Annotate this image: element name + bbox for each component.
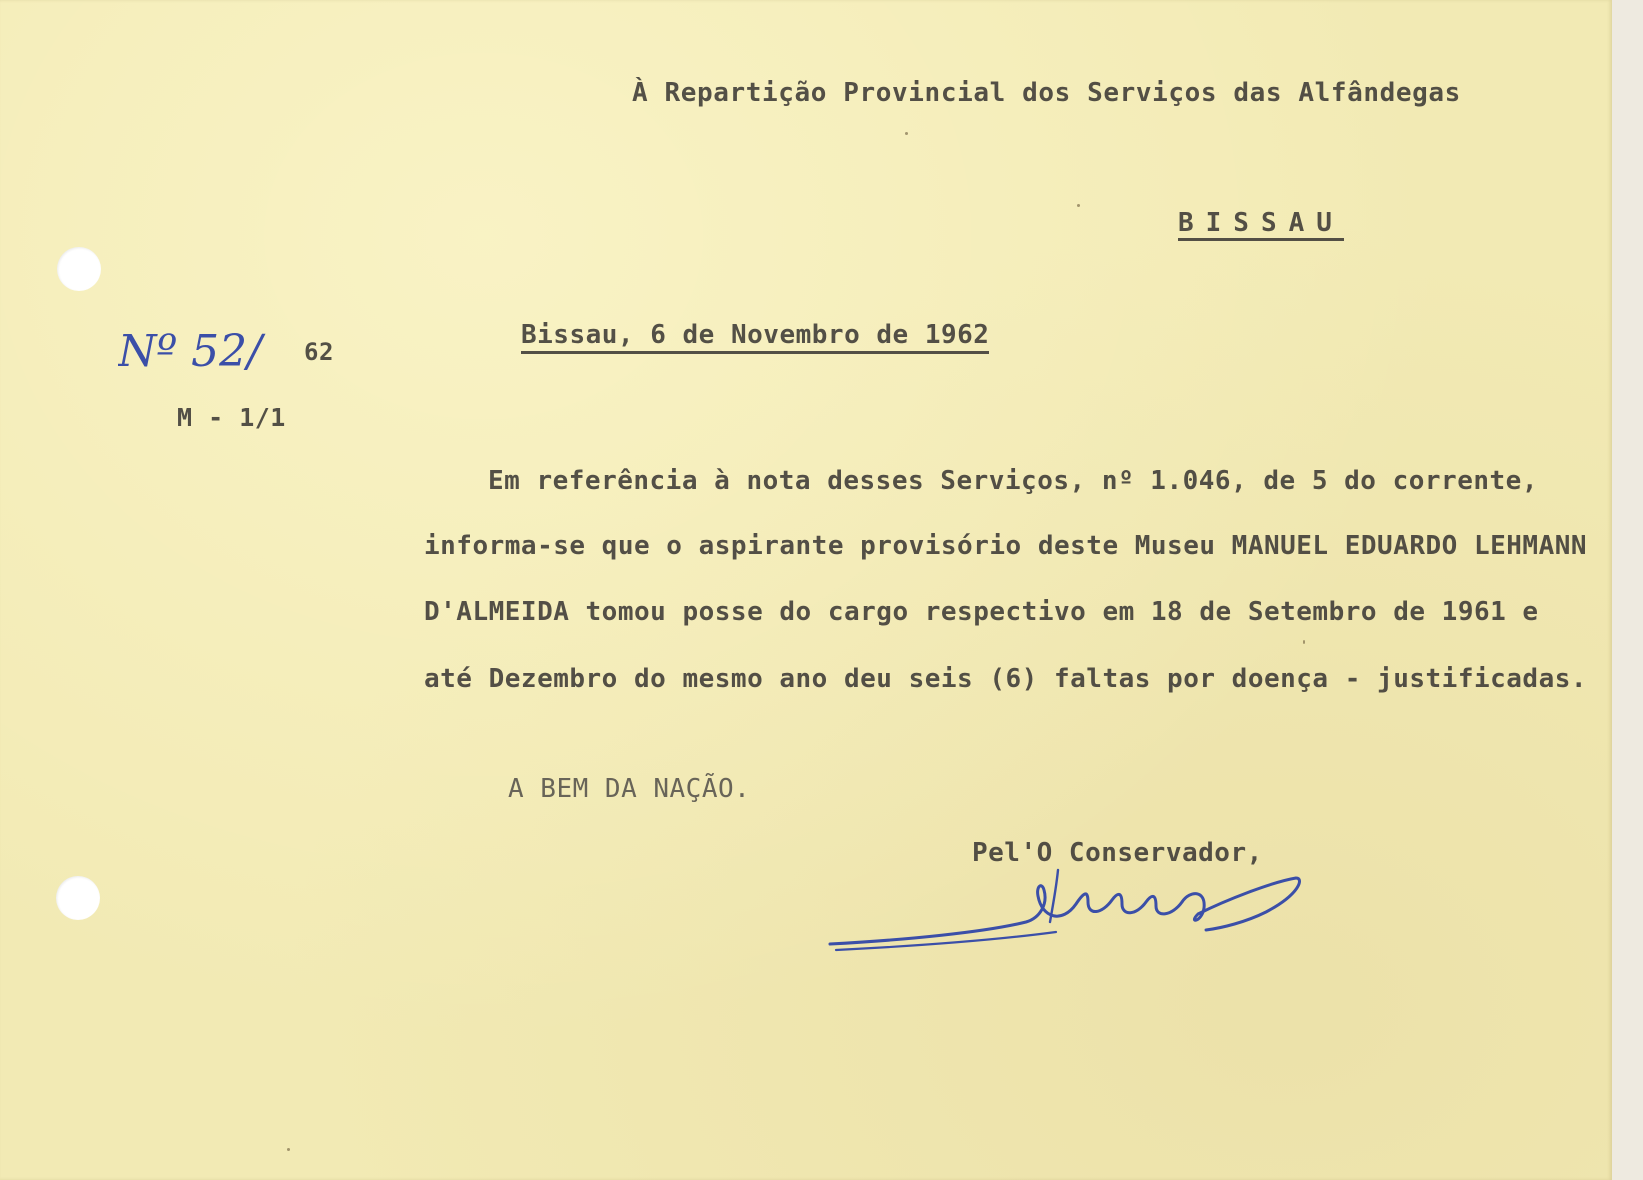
handwritten-reference-number <box>118 316 318 396</box>
handwritten-signature <box>826 860 1306 970</box>
punch-hole-bottom <box>56 876 100 920</box>
date-line: Bissau, 6 de Novembro de 1962 <box>521 320 989 354</box>
closing-salutation: A BEM DA NAÇÃO. <box>508 774 751 804</box>
addressee-line: À Repartição Provincial dos Serviços das Alfândegas <box>632 78 1461 108</box>
city-heading: BISSAU <box>1178 208 1344 241</box>
body-line-2: informa-se que o aspirante provisório deste Museu MANUEL EDUARDO LEHMANN <box>424 531 1588 561</box>
svg-text:Nº 52/: Nº 52/ <box>118 326 262 377</box>
paper-speck <box>287 1148 290 1151</box>
paper-speck <box>905 132 908 135</box>
paper-speck <box>1303 640 1305 644</box>
body-line-3: D'ALMEIDA tomou posse do cargo respectivo em 18 de Setembro de 1961 e <box>424 597 1539 627</box>
body-line-1: Em referência à nota desses Serviços, nº 1.046, de 5 do corrente, <box>488 466 1538 496</box>
reference-code: M - 1/1 <box>177 403 286 432</box>
punch-hole-top <box>57 247 101 291</box>
body-line-4: até Dezembro do mesmo ano deu seis (6) faltas por doença - justificadas. <box>424 664 1588 694</box>
paper-speck <box>1077 204 1080 207</box>
signatory-title: Pel'O Conservador, <box>972 838 1263 868</box>
scan-background-edge <box>1612 0 1643 1180</box>
reference-year: 62 <box>304 338 334 366</box>
